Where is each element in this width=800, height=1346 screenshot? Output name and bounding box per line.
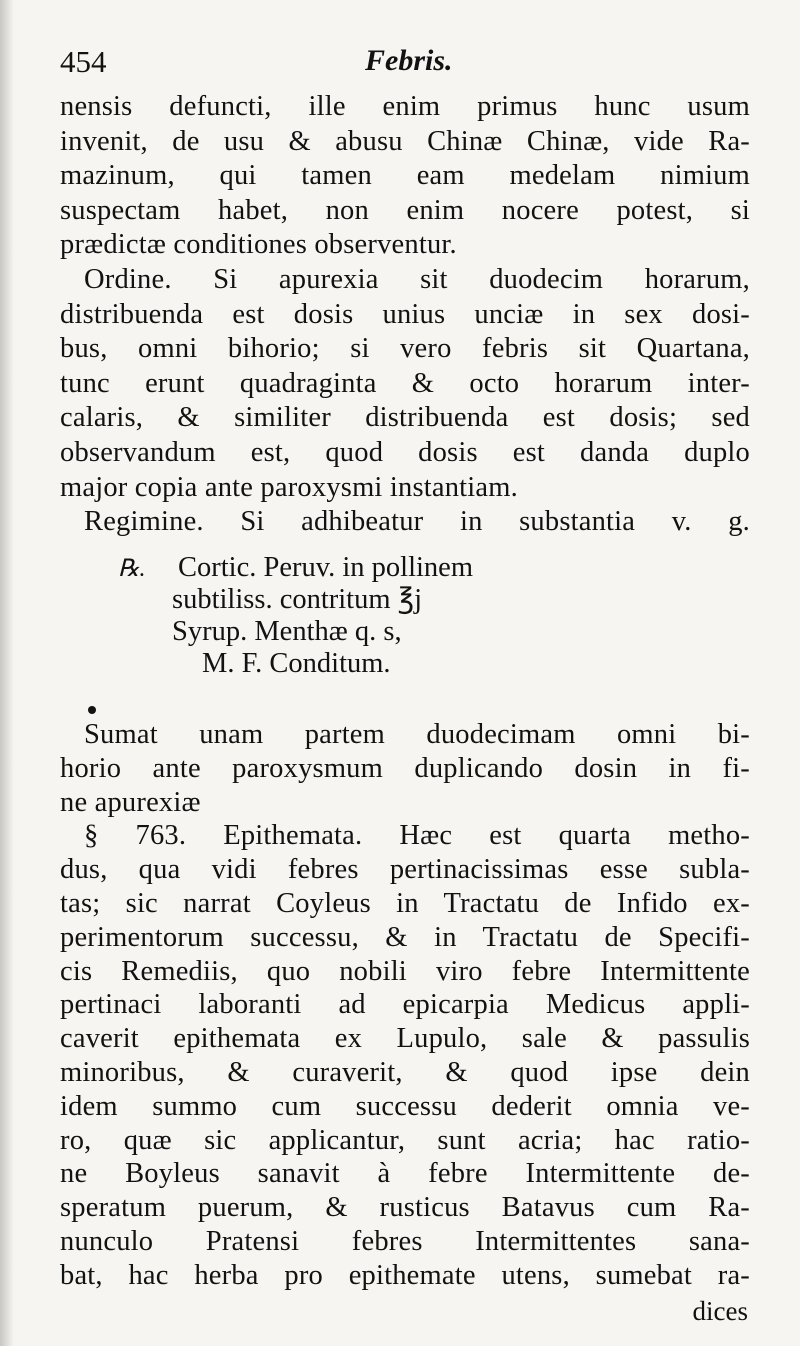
text-line: horio ante paroxysmum duplicando dosin in fi- (60, 752, 750, 784)
text-line: ro, quæ sic applicantur, sunt acria; hac ratio- (60, 1124, 750, 1156)
text-block-lower (60, 718, 750, 1293)
text-line: cis Remediis, quo nobili viro febre Intermittente (60, 955, 750, 987)
text-line: suspectam habet, non enim nocere potest, si (60, 194, 750, 226)
text-line: perimentorum successu, & in Tractatu de Specifi- (60, 921, 750, 953)
text-line: Sumat unam partem duodecimam omni bi- (84, 719, 750, 750)
text-line: ne Boyleus sanavit à febre Intermittente de- (60, 1158, 750, 1190)
text-line: nunculo Pratensi febres Intermittentes sana- (60, 1225, 750, 1257)
text-line: dus, qua vidi febres pertinacissimas esse subla- (60, 854, 750, 886)
running-head (60, 44, 750, 88)
text-line: Regimine. Si adhibeatur in substantia v. g. (84, 506, 750, 538)
text-line: tas; sic narrat Coyleus in Tractatu de Infido ex- (60, 887, 750, 919)
prescription-line: Syrup. Menthæ q. s, (172, 616, 402, 647)
prescription-block (60, 552, 750, 680)
text-line: distribuenda est dosis unius unciæ in sex dosi- (60, 298, 750, 330)
prescription-text: Cortic. Peruv. in pollinem (178, 552, 473, 583)
text-line: bus, omni bihorio; si vero febris sit Quartana, (60, 333, 750, 365)
text-line: tunc erunt quadraginta & octo horarum inter- (60, 367, 750, 399)
prescription-line: M. F. Conditum. (202, 648, 391, 679)
text-line: speratum puerum, & rusticus Batavus cum Ra- (60, 1192, 750, 1224)
printer-dot-mark (88, 706, 96, 714)
text-line: calaris, & similiter distribuenda est dosis; sed (60, 402, 750, 434)
text-line: ne apurexiæ (60, 786, 201, 818)
text-line: caverit epithemata ex Lupulo, sale & passulis (60, 1023, 750, 1055)
text-line: major copia ante paroxysmi instantiam. (60, 471, 518, 503)
recipe-symbol: ℞. (118, 556, 146, 582)
prescription-line: subtiliss. contritum ℥j (172, 584, 423, 615)
text-line: minoribus, & curaverit, & quod ipse dein (60, 1056, 750, 1088)
page-gutter-shadow (0, 0, 14, 1346)
text-line: invenit, de usu & abusu Chinæ Chinæ, vide Ra- (60, 125, 750, 157)
text-line: idem summo cum successu dederit omnia ve- (60, 1090, 750, 1122)
text-block-upper (60, 90, 750, 540)
text-line: prædictæ conditiones observentur. (60, 229, 457, 261)
text-line: § 763. Epithemata. Hæc est quarta metho- (84, 820, 750, 852)
text-line: Ordine. Si apurexia sit duodecim horarum, (84, 263, 750, 295)
text-line: observandum est, quod dosis est danda duplo (60, 436, 750, 468)
text-line: mazinum, qui tamen eam medelam nimium (60, 160, 750, 192)
prescription-line (60, 552, 750, 584)
catchword: dices (692, 1296, 748, 1326)
text-line: pertinaci laboranti ad epicarpia Medicus appli- (60, 989, 750, 1021)
page-number: 454 (60, 44, 107, 79)
text-line: bat, hac herba pro epithemate utens, sumebat ra- (60, 1259, 750, 1291)
running-title: Febris. (365, 44, 453, 77)
text-line: nensis defuncti, ille enim primus hunc usum (60, 91, 750, 122)
